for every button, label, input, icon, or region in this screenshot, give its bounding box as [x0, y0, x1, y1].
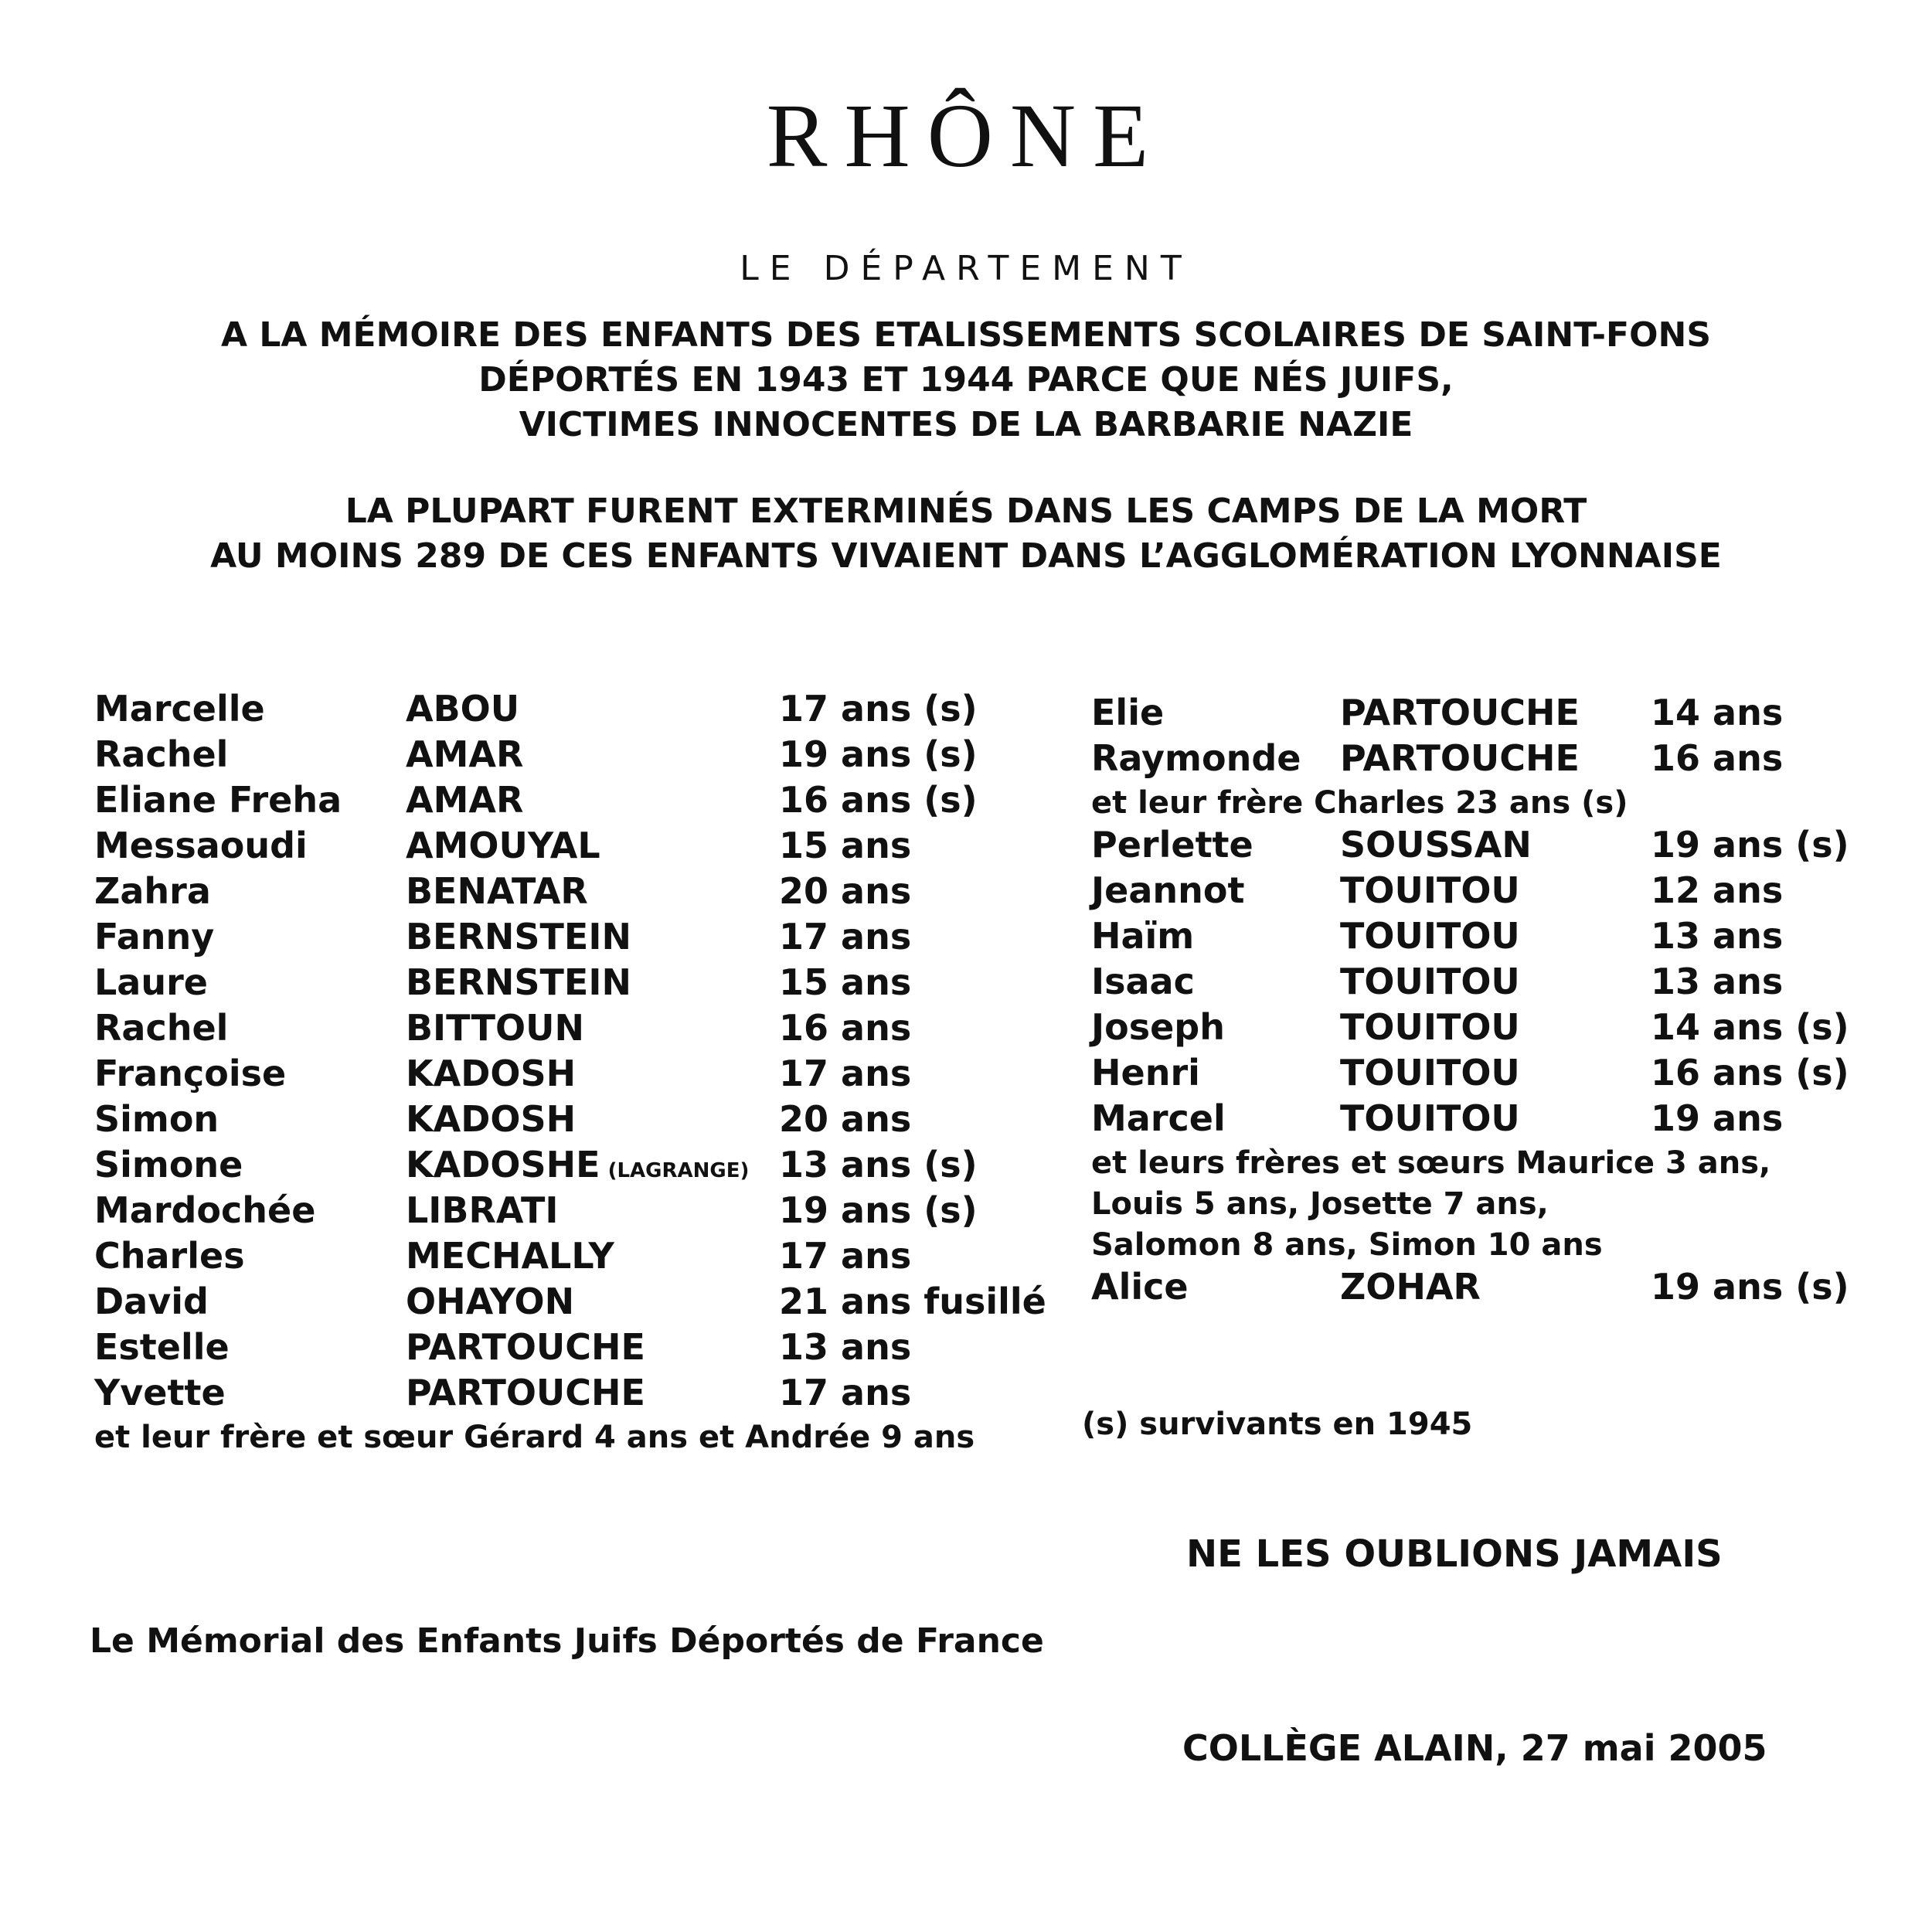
age: 13 ans (s) [779, 1144, 978, 1185]
first-name: Isaac [1091, 961, 1195, 1002]
last-name [406, 1007, 584, 1049]
name-row [94, 1144, 1053, 1189]
last-name-text: TOUITOU [1340, 961, 1520, 1002]
college-date: COLLÈGE ALAIN, 27 mai 2005 [1182, 1727, 1767, 1769]
summary-line: AU MOINS 289 DE CES ENFANTS VIVAIENT DANS L’AGGLOMÉRATION LYONNAISE [210, 536, 1722, 576]
last-name-text: ZOHAR [1340, 1266, 1481, 1308]
last-name [406, 1372, 645, 1413]
last-name-text: AMAR [406, 733, 524, 775]
name-row [1091, 1097, 1910, 1143]
age: 16 ans [1651, 737, 1784, 779]
name-row [1091, 915, 1910, 961]
first-name: Estelle [94, 1326, 230, 1368]
first-name: Joseph [1091, 1006, 1225, 1048]
age: 21 ans fusillé [779, 1281, 1046, 1322]
survivor-legend: (s) survivants en 1945 [1082, 1406, 1473, 1442]
last-name [1340, 1266, 1481, 1308]
last-name-text: BITTOUN [406, 1007, 584, 1049]
memorial-credit: Le Mémorial des Enfants Juifs Déportés de France [90, 1621, 1044, 1661]
right-sibling-note-b: Salomon 8 ans, Simon 10 ans [1091, 1227, 1603, 1263]
first-name: David [94, 1281, 209, 1322]
first-name: Simone [94, 1144, 243, 1185]
first-name: Simon [94, 1098, 219, 1140]
last-name-text: KADOSH [406, 1098, 577, 1140]
last-name [406, 1189, 558, 1231]
first-name: Françoise [94, 1053, 287, 1094]
first-name: Eliane Freha [94, 779, 342, 821]
dedication-line: VICTIMES INNOCENTES DE LA BARBARIE NAZIE [519, 405, 1413, 444]
age: 17 ans [779, 1235, 912, 1277]
name-row [94, 916, 1053, 961]
first-name: Elie [1091, 692, 1165, 733]
first-name: Zahra [94, 870, 211, 912]
last-name [1340, 961, 1520, 1002]
first-name: Rachel [94, 1007, 229, 1049]
last-name [406, 916, 631, 957]
age: 19 ans [1651, 1097, 1784, 1139]
last-name [406, 870, 588, 912]
slogan: NE LES OUBLIONS JAMAIS [1186, 1532, 1723, 1576]
name-row [1091, 692, 1910, 737]
first-name: Messaoudi [94, 825, 308, 866]
last-name-text: BERNSTEIN [406, 916, 631, 957]
age: 17 ans [779, 916, 912, 957]
last-name [406, 825, 600, 866]
age: 17 ans [779, 1053, 912, 1094]
age: 20 ans [779, 1098, 912, 1140]
last-name [406, 1235, 614, 1277]
rhone-logo-mark [734, 46, 1198, 201]
last-name-text: PARTOUCHE [406, 1326, 645, 1368]
name-row [94, 1372, 1053, 1417]
right-sibling-note-a: et leur frère Charles 23 ans (s) [1091, 785, 1628, 821]
last-name [406, 961, 631, 1003]
last-name-text: SOUSSAN [1340, 824, 1532, 866]
last-name-text: LIBRATI [406, 1189, 559, 1231]
name-row [94, 1326, 1053, 1372]
left-name-list [94, 688, 1053, 1458]
right-sibling-note-b: Louis 5 ans, Josette 7 ans, [1091, 1186, 1549, 1222]
last-name-text: KADOSHE [406, 1144, 600, 1185]
age: 19 ans (s) [1651, 1266, 1849, 1308]
last-name-text: TOUITOU [1340, 1052, 1520, 1094]
age: 17 ans [779, 1372, 912, 1413]
age: 15 ans [779, 961, 912, 1003]
first-name: Rachel [94, 733, 229, 775]
last-name [406, 1098, 576, 1140]
last-name [1340, 915, 1520, 957]
age: 19 ans (s) [779, 733, 978, 775]
name-row [94, 870, 1053, 916]
last-name-text: KADOSH [406, 1053, 577, 1094]
last-name-text: BERNSTEIN [406, 961, 631, 1003]
name-row [1091, 961, 1910, 1006]
last-name [406, 1281, 574, 1322]
name-row [1091, 1052, 1910, 1097]
last-name [406, 1144, 749, 1185]
first-name: Charles [94, 1235, 245, 1277]
age: 13 ans [779, 1326, 912, 1368]
left-sibling-note: et leur frère et sœur Gérard 4 ans et Andrée 9 ans [94, 1420, 975, 1455]
last-name [1340, 692, 1580, 733]
last-name [1340, 1006, 1520, 1048]
last-name-text: OHAYON [406, 1281, 575, 1322]
last-name-text: MECHALLY [406, 1235, 614, 1277]
last-name-text: ABOU [406, 688, 520, 730]
summary-block [0, 489, 1932, 579]
right-name-list [1091, 692, 1910, 1311]
name-row [94, 1189, 1053, 1235]
name-row [94, 688, 1053, 733]
age: 15 ans [779, 825, 912, 866]
first-name: Yvette [94, 1372, 226, 1413]
first-name: Alice [1091, 1266, 1189, 1308]
last-name-text: PARTOUCHE [1340, 737, 1580, 779]
name-row [94, 733, 1053, 779]
last-name [1340, 824, 1532, 866]
first-name: Marcelle [94, 688, 265, 730]
last-name-text: PARTOUCHE [1340, 692, 1580, 733]
last-name [406, 1326, 645, 1368]
first-name: Haïm [1091, 915, 1195, 957]
name-row [94, 1053, 1053, 1098]
age: 17 ans (s) [779, 688, 978, 730]
last-name [1340, 737, 1580, 779]
last-name [1340, 1097, 1520, 1139]
name-row [94, 1098, 1053, 1144]
age: 16 ans (s) [779, 779, 978, 821]
first-name: Mardochée [94, 1189, 316, 1231]
first-name: Perlette [1091, 824, 1253, 866]
name-row [94, 825, 1053, 870]
first-name: Jeannot [1091, 869, 1245, 911]
right-sibling-note-b: et leurs frères et sœurs Maurice 3 ans, [1091, 1145, 1771, 1181]
age: 16 ans (s) [1651, 1052, 1849, 1094]
name-row [94, 961, 1053, 1007]
age: 19 ans (s) [1651, 824, 1849, 866]
name-row [1091, 824, 1910, 869]
last-name [406, 733, 523, 775]
age: 12 ans [1651, 869, 1784, 911]
dedication-block [0, 313, 1932, 447]
first-name: Fanny [94, 916, 215, 957]
dedication-line: DÉPORTÉS EN 1943 ET 1944 PARCE QUE NÉS JUIFS, [478, 360, 1454, 400]
age: 19 ans (s) [779, 1189, 978, 1231]
name-row [94, 1281, 1053, 1326]
name-row [94, 1007, 1053, 1053]
last-name [1340, 869, 1520, 911]
last-name-text: TOUITOU [1340, 869, 1520, 911]
last-name-text: TOUITOU [1340, 1006, 1520, 1048]
age: 14 ans (s) [1651, 1006, 1849, 1048]
name-row [1091, 1266, 1910, 1311]
name-row [1091, 869, 1910, 915]
first-name: Henri [1091, 1052, 1200, 1094]
dedication-line: A LA MÉMOIRE DES ENFANTS DES ETALISSEMENTS SCOLAIRES DE SAINT-FONS [220, 315, 1712, 355]
age: 14 ans [1651, 692, 1784, 733]
last-name-text: AMAR [406, 779, 524, 821]
last-name-text: AMOUYAL [406, 825, 600, 866]
summary-line: LA PLUPART FURENT EXTERMINÉS DANS LES CAMPS DE LA MORT [345, 492, 1587, 531]
age: 13 ans [1651, 961, 1784, 1002]
last-name-text: BENATAR [406, 870, 588, 912]
last-name-text: TOUITOU [1340, 915, 1520, 957]
last-name [406, 688, 519, 730]
name-row [1091, 737, 1910, 783]
last-name-text: PARTOUCHE [406, 1372, 645, 1413]
last-name [406, 779, 523, 821]
name-row [94, 779, 1053, 825]
last-name [406, 1053, 576, 1094]
age: 20 ans [779, 870, 912, 912]
last-name-text: TOUITOU [1340, 1097, 1520, 1139]
last-name-note: (LAGRANGE) [607, 1159, 750, 1182]
rhone-logo [0, 46, 1932, 201]
age: 13 ans [1651, 915, 1784, 957]
age: 16 ans [779, 1007, 912, 1049]
name-row [1091, 1006, 1910, 1052]
department-subtitle: LE DÉPARTEMENT [740, 249, 1192, 288]
name-row [94, 1235, 1053, 1281]
first-name: Raymonde [1091, 737, 1301, 779]
rhone-logo-text: RHÔNE [766, 85, 1166, 186]
first-name: Marcel [1091, 1097, 1226, 1139]
last-name [1340, 1052, 1520, 1094]
first-name: Laure [94, 961, 208, 1003]
